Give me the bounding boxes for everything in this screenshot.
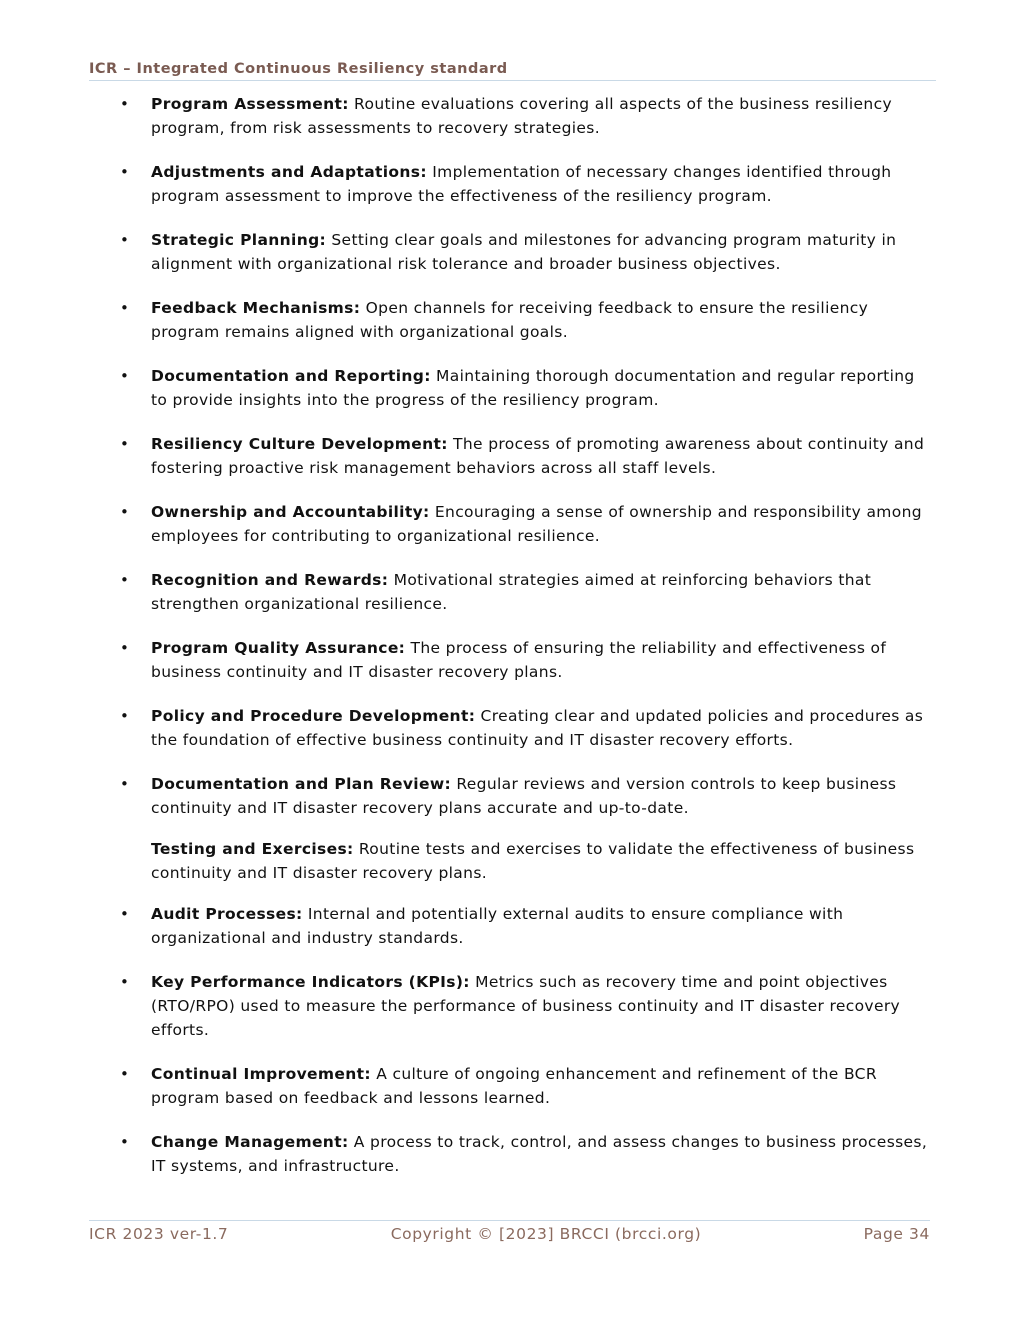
list-item — [89, 902, 936, 950]
item-term: Adjustments and Adaptations: — [151, 163, 427, 181]
item-text: Creating clear and updated policies and procedures as the foundation of effective business continuity and IT disaster recovery efforts. — [151, 707, 924, 749]
item-term: Strategic Planning: — [151, 231, 327, 249]
bullet-icon: • — [120, 639, 130, 657]
item-term: Policy and Procedure Development: — [151, 707, 476, 725]
item-term: Program Assessment: — [151, 95, 349, 113]
list-item — [89, 500, 936, 548]
item-term: Program Quality Assurance: — [151, 639, 406, 657]
item-term: Ownership and Accountability: — [151, 503, 430, 521]
page-header: ICR – Integrated Continuous Resiliency standard — [89, 61, 936, 81]
bullet-icon: • — [120, 95, 130, 113]
footer-copyright: Copyright © [2023] BRCCI (brcci.org) — [390, 1225, 702, 1243]
item-term: Change Management: — [151, 1133, 349, 1151]
list-item — [89, 970, 936, 1042]
list-item — [89, 837, 936, 885]
item-text: A process to track, control, and assess changes to business processes, IT systems, and infrastructure. — [151, 1133, 928, 1175]
item-text: Routine evaluations covering all aspects of the business resiliency program, from risk assessments to recovery strategies. — [151, 95, 892, 137]
list-item — [89, 1062, 936, 1110]
list-item — [89, 296, 936, 344]
item-text: Routine tests and exercises to validate the effectiveness of business continuity and IT disaster recovery plans. — [151, 840, 915, 882]
item-term: Documentation and Reporting: — [151, 367, 431, 385]
item-term: Continual Improvement: — [151, 1065, 371, 1083]
bullet-icon: • — [120, 905, 130, 923]
item-text: A culture of ongoing enhancement and refinement of the BCR program based on feedback and lessons learned. — [151, 1065, 877, 1107]
item-term: Key Performance Indicators (KPIs): — [151, 973, 470, 991]
item-text: Internal and potentially external audits to ensure compliance with organizational and industry standards. — [151, 905, 844, 947]
bullet-icon: • — [120, 299, 130, 317]
item-text: Motivational strategies aimed at reinforcing behaviors that strengthen organizational resilience. — [151, 571, 872, 613]
list-item — [89, 432, 936, 480]
list-item — [89, 568, 936, 616]
item-text: Regular reviews and version controls to keep business continuity and IT disaster recovery plans accurate and up-to-date. — [151, 775, 897, 817]
item-text: Maintaining thorough documentation and regular reporting to provide insights into the progress of the resiliency program. — [151, 367, 915, 409]
item-term: Recognition and Rewards: — [151, 571, 389, 589]
list-item — [89, 704, 936, 752]
item-text: Setting clear goals and milestones for advancing program maturity in alignment with organizational risk tolerance and broader business objectives. — [151, 231, 897, 273]
bullet-icon: • — [120, 1065, 130, 1083]
bullet-icon: • — [120, 973, 130, 991]
bullet-icon: • — [120, 231, 130, 249]
bullet-icon: • — [120, 367, 130, 385]
list-item — [89, 160, 936, 208]
item-text: Encouraging a sense of ownership and responsibility among employees for contributing to organizational resilience. — [151, 503, 922, 545]
list-item — [89, 228, 936, 276]
list-item — [89, 636, 936, 684]
list-item — [89, 1130, 936, 1178]
item-text: The process of ensuring the reliability and effectiveness of business continuity and IT disaster recovery plans. — [151, 639, 887, 681]
item-text: Implementation of necessary changes identified through program assessment to improve the effectiveness of the resiliency program. — [151, 163, 892, 205]
item-text: Metrics such as recovery time and point objectives (RTO/RPO) used to measure the performance of business continuity and IT disaster recovery efforts. — [151, 973, 901, 1039]
item-term: Audit Processes: — [151, 905, 303, 923]
item-term: Resiliency Culture Development: — [151, 435, 448, 453]
bullet-icon: • — [120, 1133, 130, 1151]
bullet-icon: • — [120, 707, 130, 725]
definition-list — [89, 92, 936, 1178]
bullet-icon: • — [120, 435, 130, 453]
footer-page-number: Page 34 — [863, 1225, 930, 1243]
item-term: Testing and Exercises: — [151, 840, 354, 858]
item-text: The process of promoting awareness about continuity and fostering proactive risk management behaviors across all staff levels. — [151, 435, 925, 477]
item-term: Feedback Mechanisms: — [151, 299, 361, 317]
bullet-icon: • — [120, 503, 130, 521]
list-item — [89, 772, 936, 820]
bullet-icon: • — [120, 775, 130, 793]
list-item — [89, 92, 936, 140]
footer-version: ICR 2023 ver-1.7 — [89, 1225, 229, 1243]
list-item — [89, 364, 936, 412]
bullet-icon: • — [120, 163, 130, 181]
bullet-icon: • — [120, 571, 130, 589]
item-text: Open channels for receiving feedback to ensure the resiliency program remains aligned with organizational goals. — [151, 299, 869, 341]
page-footer — [89, 1220, 930, 1243]
item-term: Documentation and Plan Review: — [151, 775, 452, 793]
